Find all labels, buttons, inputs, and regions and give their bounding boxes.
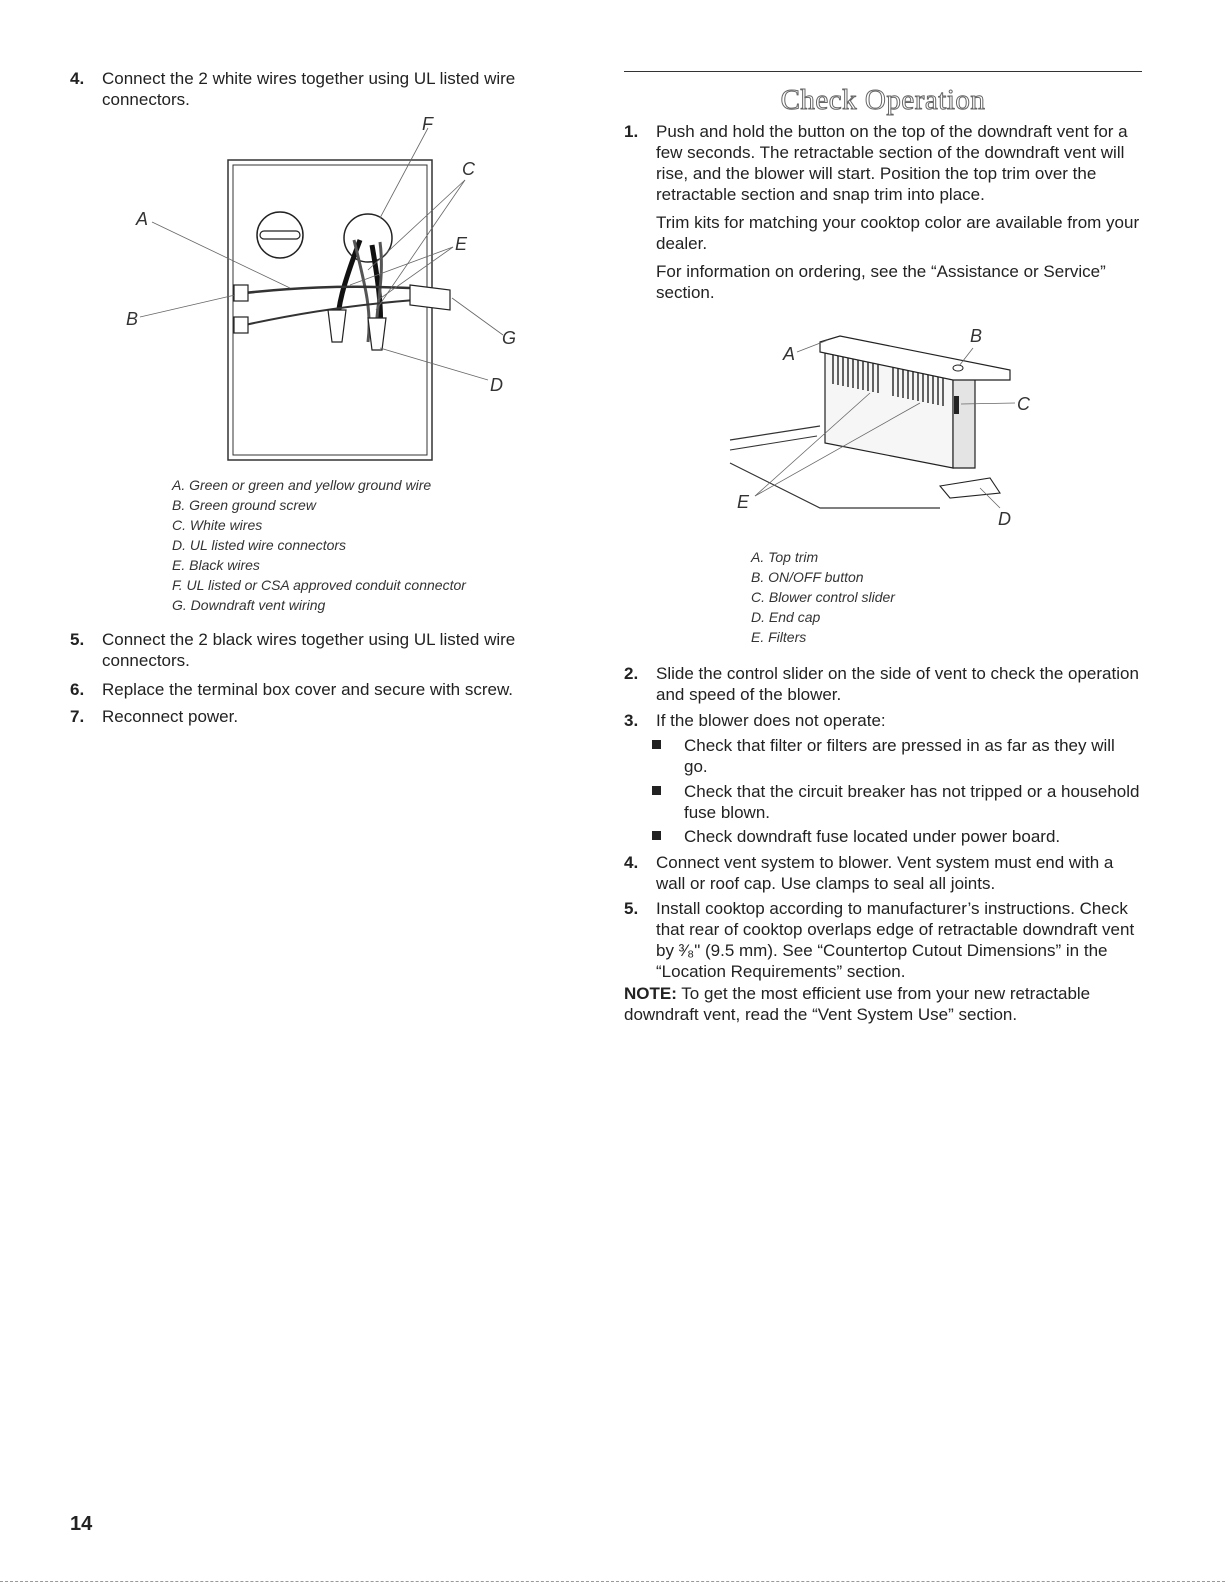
step-number: 5. xyxy=(70,630,85,649)
label-a: A xyxy=(783,344,796,364)
right-step-2 xyxy=(624,663,1142,705)
bullet-item xyxy=(652,781,1142,823)
label-g: G xyxy=(502,328,517,348)
step-text: Connect the 2 black wires together using UL listed wire connectors. xyxy=(102,630,516,670)
label-c: C xyxy=(462,159,475,179)
bullet-square-icon xyxy=(652,831,661,840)
ground-wire xyxy=(245,287,410,293)
label-d: D xyxy=(998,509,1011,529)
step-paragraph: For information on ordering, see the “Assistance or Service” section. xyxy=(656,262,1106,302)
right-step-5 xyxy=(624,898,1142,982)
step-text: Replace the terminal box cover and secure with screw. xyxy=(102,680,514,699)
page-bottom-rule xyxy=(0,1581,1225,1582)
caption-a: A. Green or green and yellow ground wire xyxy=(172,477,432,493)
ground-screw-2 xyxy=(234,317,248,333)
leader-b xyxy=(140,295,235,317)
step-paragraph: Trim kits for matching your cooktop color are available from your dealer. xyxy=(656,213,1140,253)
left-step-7 xyxy=(70,706,550,727)
countertop-front xyxy=(730,463,940,508)
wiring-caption-list xyxy=(172,475,466,615)
caption-g: G. Downdraft vent wiring xyxy=(172,597,326,613)
caption-c: C. Blower control slider xyxy=(751,589,895,605)
label-e: E xyxy=(455,234,468,254)
bullet-item xyxy=(652,735,1142,777)
leader-f xyxy=(380,128,428,218)
step-text: Install cooktop according to manufacturer’s instructions. Check that rear of cooktop overlaps edge of retractable downdraft vent by ³⁄₈" (9.5 mm). See “Countertop Cutout Dimensions” in the “Location Requirements” section. xyxy=(656,899,1135,981)
bullet-item xyxy=(652,826,1142,847)
step-text: If the blower does not operate: xyxy=(656,711,886,730)
wiring-diagram xyxy=(110,110,530,470)
caption-f: F. UL listed or CSA approved conduit connector xyxy=(172,577,466,593)
left-step-5 xyxy=(70,629,550,671)
step-number: 7. xyxy=(70,707,85,726)
caption-e: E. Black wires xyxy=(172,557,260,573)
label-a: A xyxy=(136,209,149,229)
end-cap xyxy=(940,478,1000,498)
section-heading: Check Operation xyxy=(780,84,986,116)
caption-c: C. White wires xyxy=(172,517,263,533)
note xyxy=(624,983,1142,1025)
step-text: Connect vent system to blower. Vent system must end with a wall or roof cap. Use clamps to seal all joints. xyxy=(656,853,1114,893)
note-label: NOTE: xyxy=(624,984,677,1003)
wire-nut-2 xyxy=(368,318,386,350)
caption-a: A. Top trim xyxy=(751,549,819,565)
vent-wiring-cable xyxy=(410,285,450,310)
step-text: Reconnect power. xyxy=(102,707,239,726)
step-number: 2. xyxy=(624,664,639,683)
step-number: 1. xyxy=(624,122,639,141)
right-step-3 xyxy=(624,710,1142,731)
ground-screw-1 xyxy=(234,285,248,301)
label-c: C xyxy=(1017,394,1030,414)
on-off-button-icon xyxy=(953,365,963,371)
section-rule xyxy=(624,71,1142,72)
step-number: 4. xyxy=(70,69,85,88)
step-paragraph: Push and hold the button on the top of the downdraft vent for a few seconds. The retractable section of the downdraft vent will rise, and the blower will start. Position the top trim over the retractable section and snap trim into place. xyxy=(656,122,1128,204)
left-step-6 xyxy=(70,679,550,700)
label-f: F xyxy=(422,114,433,134)
bullet-square-icon xyxy=(652,786,661,795)
step-body xyxy=(656,121,1142,303)
caption-e: E. Filters xyxy=(751,629,807,645)
caption-d: D. End cap xyxy=(751,609,821,625)
label-d: D xyxy=(490,375,503,395)
step-number: 6. xyxy=(70,680,85,699)
step-text: Slide the control slider on the side of vent to check the operation and speed of the blower. xyxy=(656,664,1139,704)
label-e: E xyxy=(737,492,750,512)
caption-b: B. ON/OFF button xyxy=(751,569,864,585)
bullet-text: Check that the circuit breaker has not tripped or a household fuse blown. xyxy=(684,782,1140,822)
leader-g xyxy=(452,298,503,335)
step-number: 3. xyxy=(624,711,639,730)
caption-b: B. Green ground screw xyxy=(172,497,316,513)
caption-d: D. UL listed wire connectors xyxy=(172,537,347,553)
downdraft-vent-diagram xyxy=(725,318,1055,538)
step-number: 5. xyxy=(624,899,639,918)
bullet-text: Check that filter or filters are pressed in as far as they will go. xyxy=(684,736,1115,776)
bullet-text: Check downdraft fuse located under power board. xyxy=(684,827,1061,846)
knockout-hole xyxy=(257,212,303,258)
note-text: To get the most efficient use from your new retractable downdraft vent, read the “Vent System Use” section. xyxy=(624,984,1091,1024)
wire-nut-1 xyxy=(328,310,346,342)
vent-caption-list xyxy=(751,547,895,647)
right-step-4 xyxy=(624,852,1142,894)
left-step-4 xyxy=(70,68,550,110)
leader-d xyxy=(380,348,488,380)
vent-body-side xyxy=(953,376,975,468)
right-step-1 xyxy=(624,121,1142,310)
control-slider xyxy=(954,396,959,414)
label-b: B xyxy=(970,326,983,346)
bullet-square-icon xyxy=(652,740,661,749)
step-text: Connect the 2 white wires together using UL listed wire connectors. xyxy=(102,69,516,109)
step-number: 4. xyxy=(624,853,639,872)
page-number: 14 xyxy=(70,1513,93,1535)
label-b: B xyxy=(126,309,139,329)
